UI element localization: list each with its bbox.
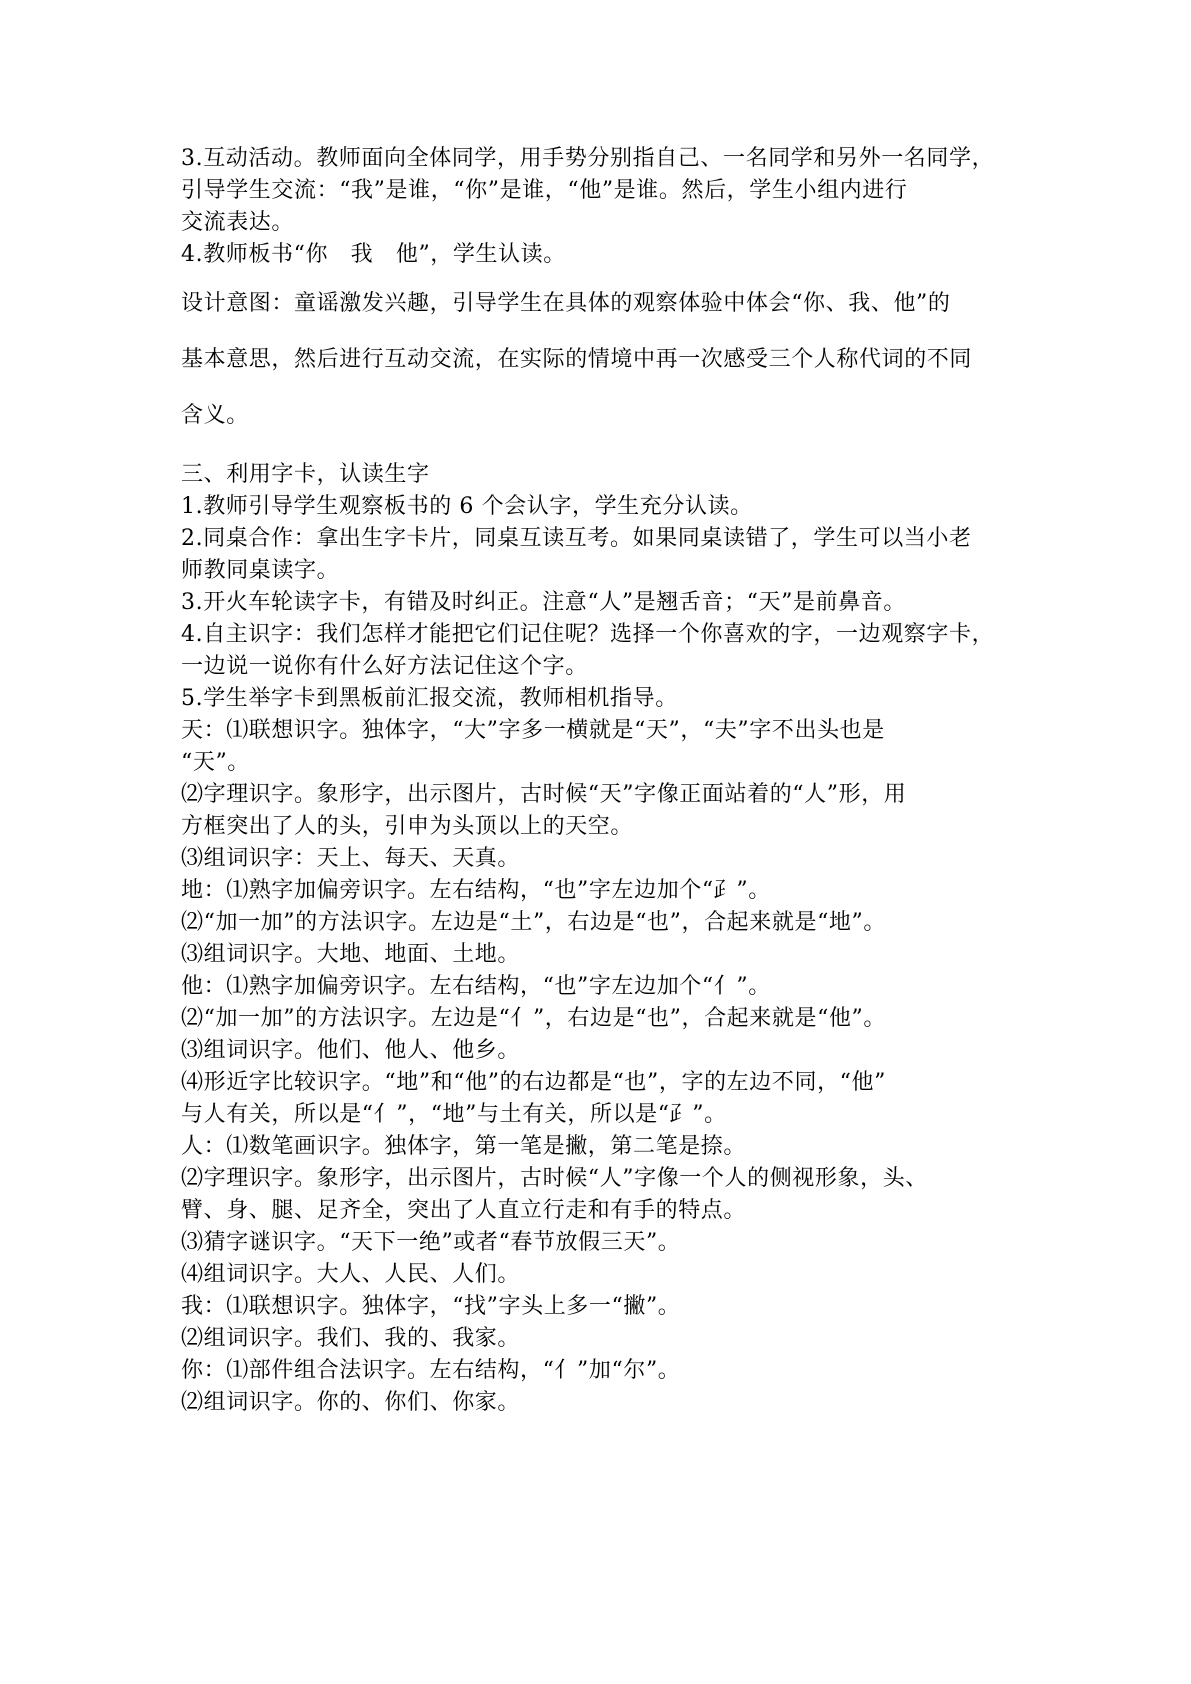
paragraph-line: ⑵字理识字。象形字，出示图片，古时候“人”字像一个人的侧视形象，头、 [181, 1166, 928, 1191]
paragraph-line: ⑵组词识字。你的、你们、你家。 [181, 1390, 521, 1415]
paragraph-line: ⑶猜字谜识字。“天下一绝”或者“春节放假三天”。 [181, 1230, 681, 1255]
paragraph-line: ⑵字理识字。象形字，出示图片，古时候“天”字像正面站着的“人”形，用 [181, 782, 907, 807]
paragraph-line: 引导学生交流：“我”是谁，“你”是谁，“他”是谁。然后，学生小组内进行 [181, 178, 908, 203]
paragraph-line: 4.教师板书“你 我 他”，学生认读。 [181, 242, 566, 267]
paragraph-line: ⑶组词识字。他们、他人、他乡。 [181, 1038, 521, 1063]
paragraph-line: 我：⑴联想识字。独体字，“找”字头上多一“撇”。 [181, 1294, 681, 1319]
paragraph-line: 1.教师引导学生观察板书的 6 个会认字，学生充分认读。 [181, 494, 753, 519]
paragraph-line: 他：⑴熟字加偏旁识字。左右结构，“也”字左边加个“亻”。 [181, 974, 771, 999]
design-intent-line: 设计意图：童谣激发兴趣，引导学生在具体的观察体验中体会“你、我、他”的 [181, 291, 951, 316]
paragraph-line: 师教同桌读字。 [181, 558, 340, 583]
section-heading: 三、利用字卡，认读生字 [181, 462, 430, 487]
paragraph-line: 天：⑴联想识字。独体字，“大”字多一横就是“天”，“夫”字不出头也是 [181, 718, 885, 743]
paragraph-line: 交流表达。 [181, 210, 295, 235]
paragraph-line: 4.自主识字：我们怎样才能把它们记住呢？选择一个你喜欢的字，一边观察字卡， [181, 622, 995, 647]
paragraph-line: ⑵组词识字。我们、我的、我家。 [181, 1326, 521, 1351]
paragraph-line: 方框突出了人的头，引申为头顶以上的天空。 [181, 814, 634, 839]
paragraph-line: ⑵“加一加”的方法识字。左边是“亻”，右边是“也”，合起来就是“他”。 [181, 1006, 886, 1031]
paragraph-line: ⑶组词识字。大地、地面、土地。 [181, 942, 521, 967]
paragraph-line: 3.开火车轮读字卡，有错及时纠正。注意“人”是翘舌音；“天”是前鼻音。 [181, 590, 906, 615]
paragraph-line: 2.同桌合作：拿出生字卡片，同桌互读互考。如果同桌读错了，学生可以当小老 [181, 526, 972, 551]
paragraph-line: ⑶组词识字：天上、每天、天真。 [181, 846, 521, 871]
paragraph-line: 与人有关，所以是“亻”，“地”与土有关，所以是“⺪”。 [181, 1102, 727, 1127]
paragraph-line: 人：⑴数笔画识字。独体字，第一笔是撇，第二笔是捺。 [181, 1134, 747, 1159]
paragraph-line: 你：⑴部件组合法识字。左右结构，“亻”加“尔”。 [181, 1358, 681, 1383]
paragraph-line: 一边说一说你有什么好方法记住这个字。 [181, 654, 588, 679]
paragraph-line: 地：⑴熟字加偏旁识字。左右结构，“也”字左边加个“⺪”。 [181, 878, 771, 903]
design-intent-line: 含义。 [181, 403, 249, 428]
design-intent-line: 基本意思，然后进行互动交流，在实际的情境中再一次感受三个人称代词的不同 [181, 347, 973, 372]
paragraph-line: “天”。 [181, 750, 250, 775]
paragraph-line: 3.互动活动。教师面向全体同学，用手势分别指自己、一名同学和另外一名同学， [181, 146, 995, 171]
paragraph-line: ⑷形近字比较识字。“地”和“他”的右边都是“也”，字的左边不同，“他” [181, 1070, 886, 1095]
paragraph-line: 臂、身、腿、足齐全，突出了人直立行走和有手的特点。 [181, 1198, 747, 1223]
paragraph-line: 5.学生举字卡到黑板前汇报交流，教师相机指导。 [181, 686, 678, 711]
paragraph-line: ⑵“加一加”的方法识字。左边是“土”，右边是“也”，合起来就是“地”。 [181, 910, 886, 935]
paragraph-line: ⑷组词识字。大人、人民、人们。 [181, 1262, 521, 1287]
